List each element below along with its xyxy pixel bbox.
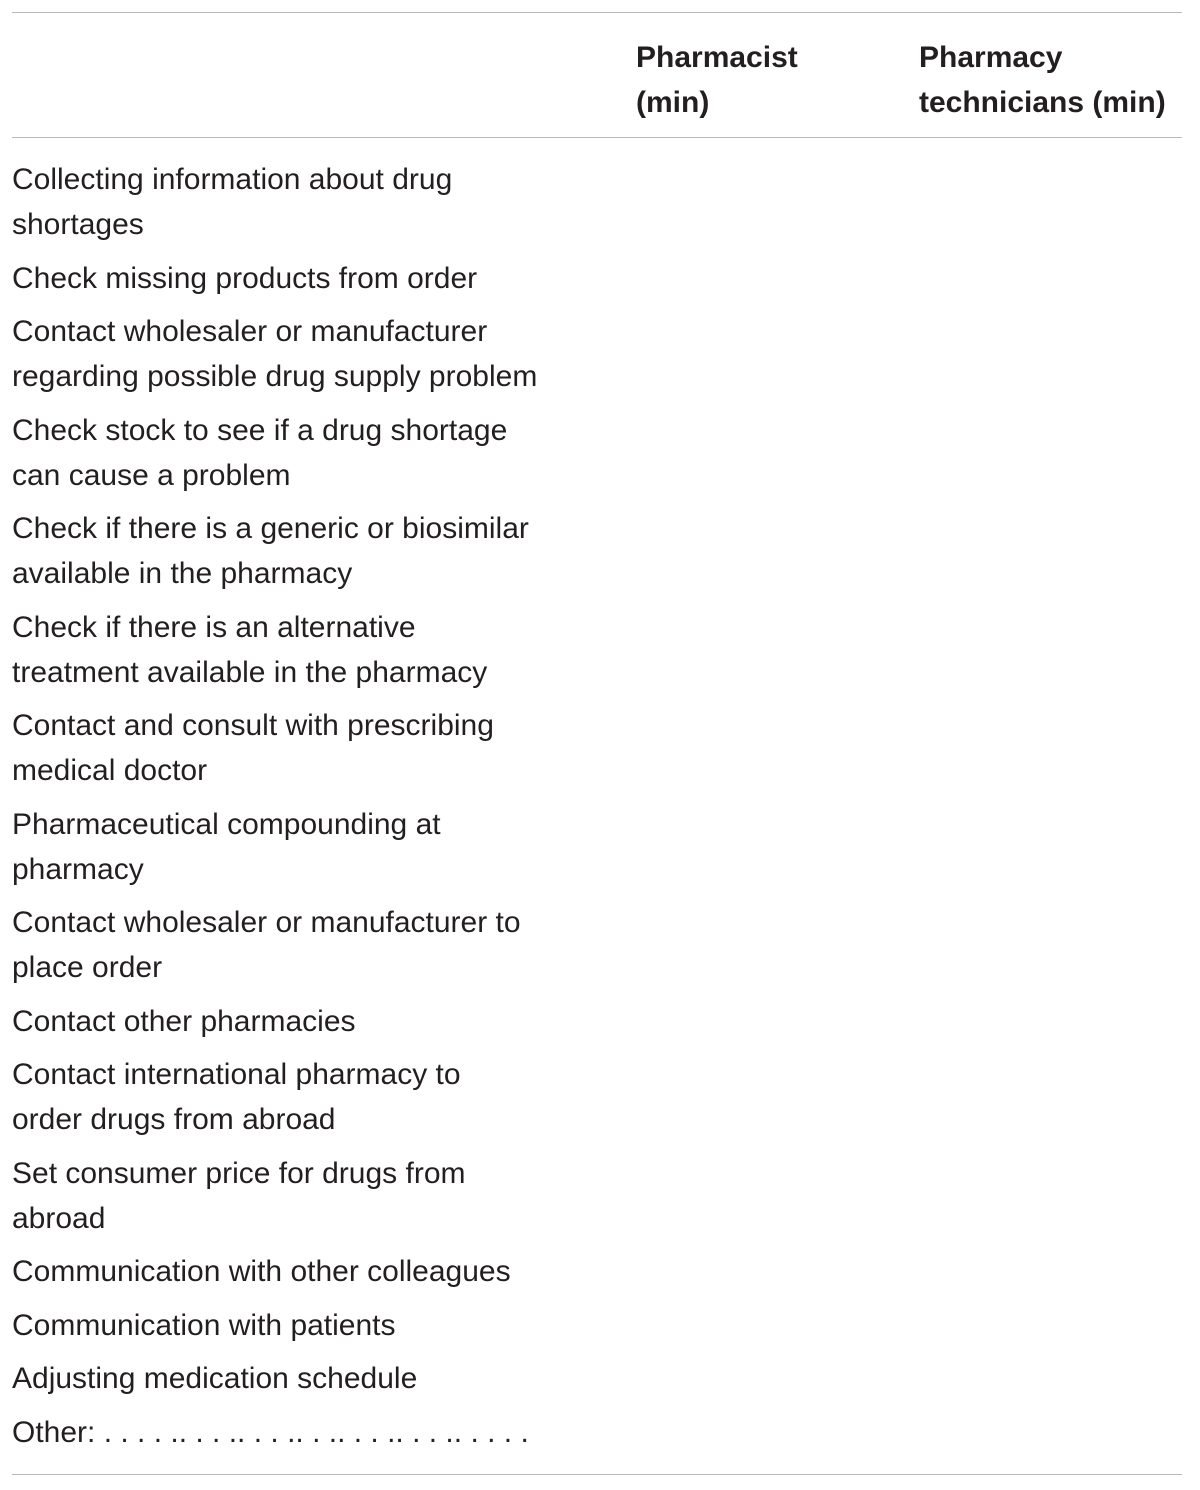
table-row: Contact other pharmacies: [12, 1004, 356, 1038]
table-row: Check if there is a generic or biosimilar available in the pharmacy: [12, 512, 529, 590]
table-row-other: Other: . . . . .. . . .. . . .. . .. . . .. . . .. . . . .: [12, 1415, 529, 1449]
table-header: [12, 13, 1182, 137]
table-row: Communication with other colleagues: [12, 1255, 511, 1288]
header-pharmacist: Pharmacist (min): [636, 41, 798, 119]
header-pharmacy-technicians: Pharmacy technicians (min): [919, 41, 1166, 119]
table-row: Communication with patients: [12, 1308, 396, 1342]
table-row: Check if there is an alternative treatment available in the pharmacy: [12, 610, 488, 689]
table-row: Contact wholesaler or manufacturer to place order: [12, 906, 521, 984]
table-body: [12, 138, 1182, 1474]
bottom-rule: [12, 1474, 1182, 1475]
table-row: Set consumer price for drugs from abroad: [12, 1156, 466, 1235]
table-row: Contact wholesaler or manufacturer regarding possible drug supply problem: [12, 315, 538, 393]
data-table: [12, 12, 1182, 1475]
table-row: Check missing products from order: [12, 261, 478, 295]
table-row: Contact international pharmacy to order drugs from abroad: [12, 1058, 461, 1136]
table-row: Check stock to see if a drug shortage can cause a problem: [12, 413, 508, 492]
table-row: Collecting information about drug shortages: [12, 163, 453, 241]
table-row: Pharmaceutical compounding at pharmacy: [12, 807, 441, 886]
table-row: Contact and consult with prescribing medical doctor: [12, 709, 494, 787]
table-row: Adjusting medication schedule: [12, 1362, 418, 1395]
